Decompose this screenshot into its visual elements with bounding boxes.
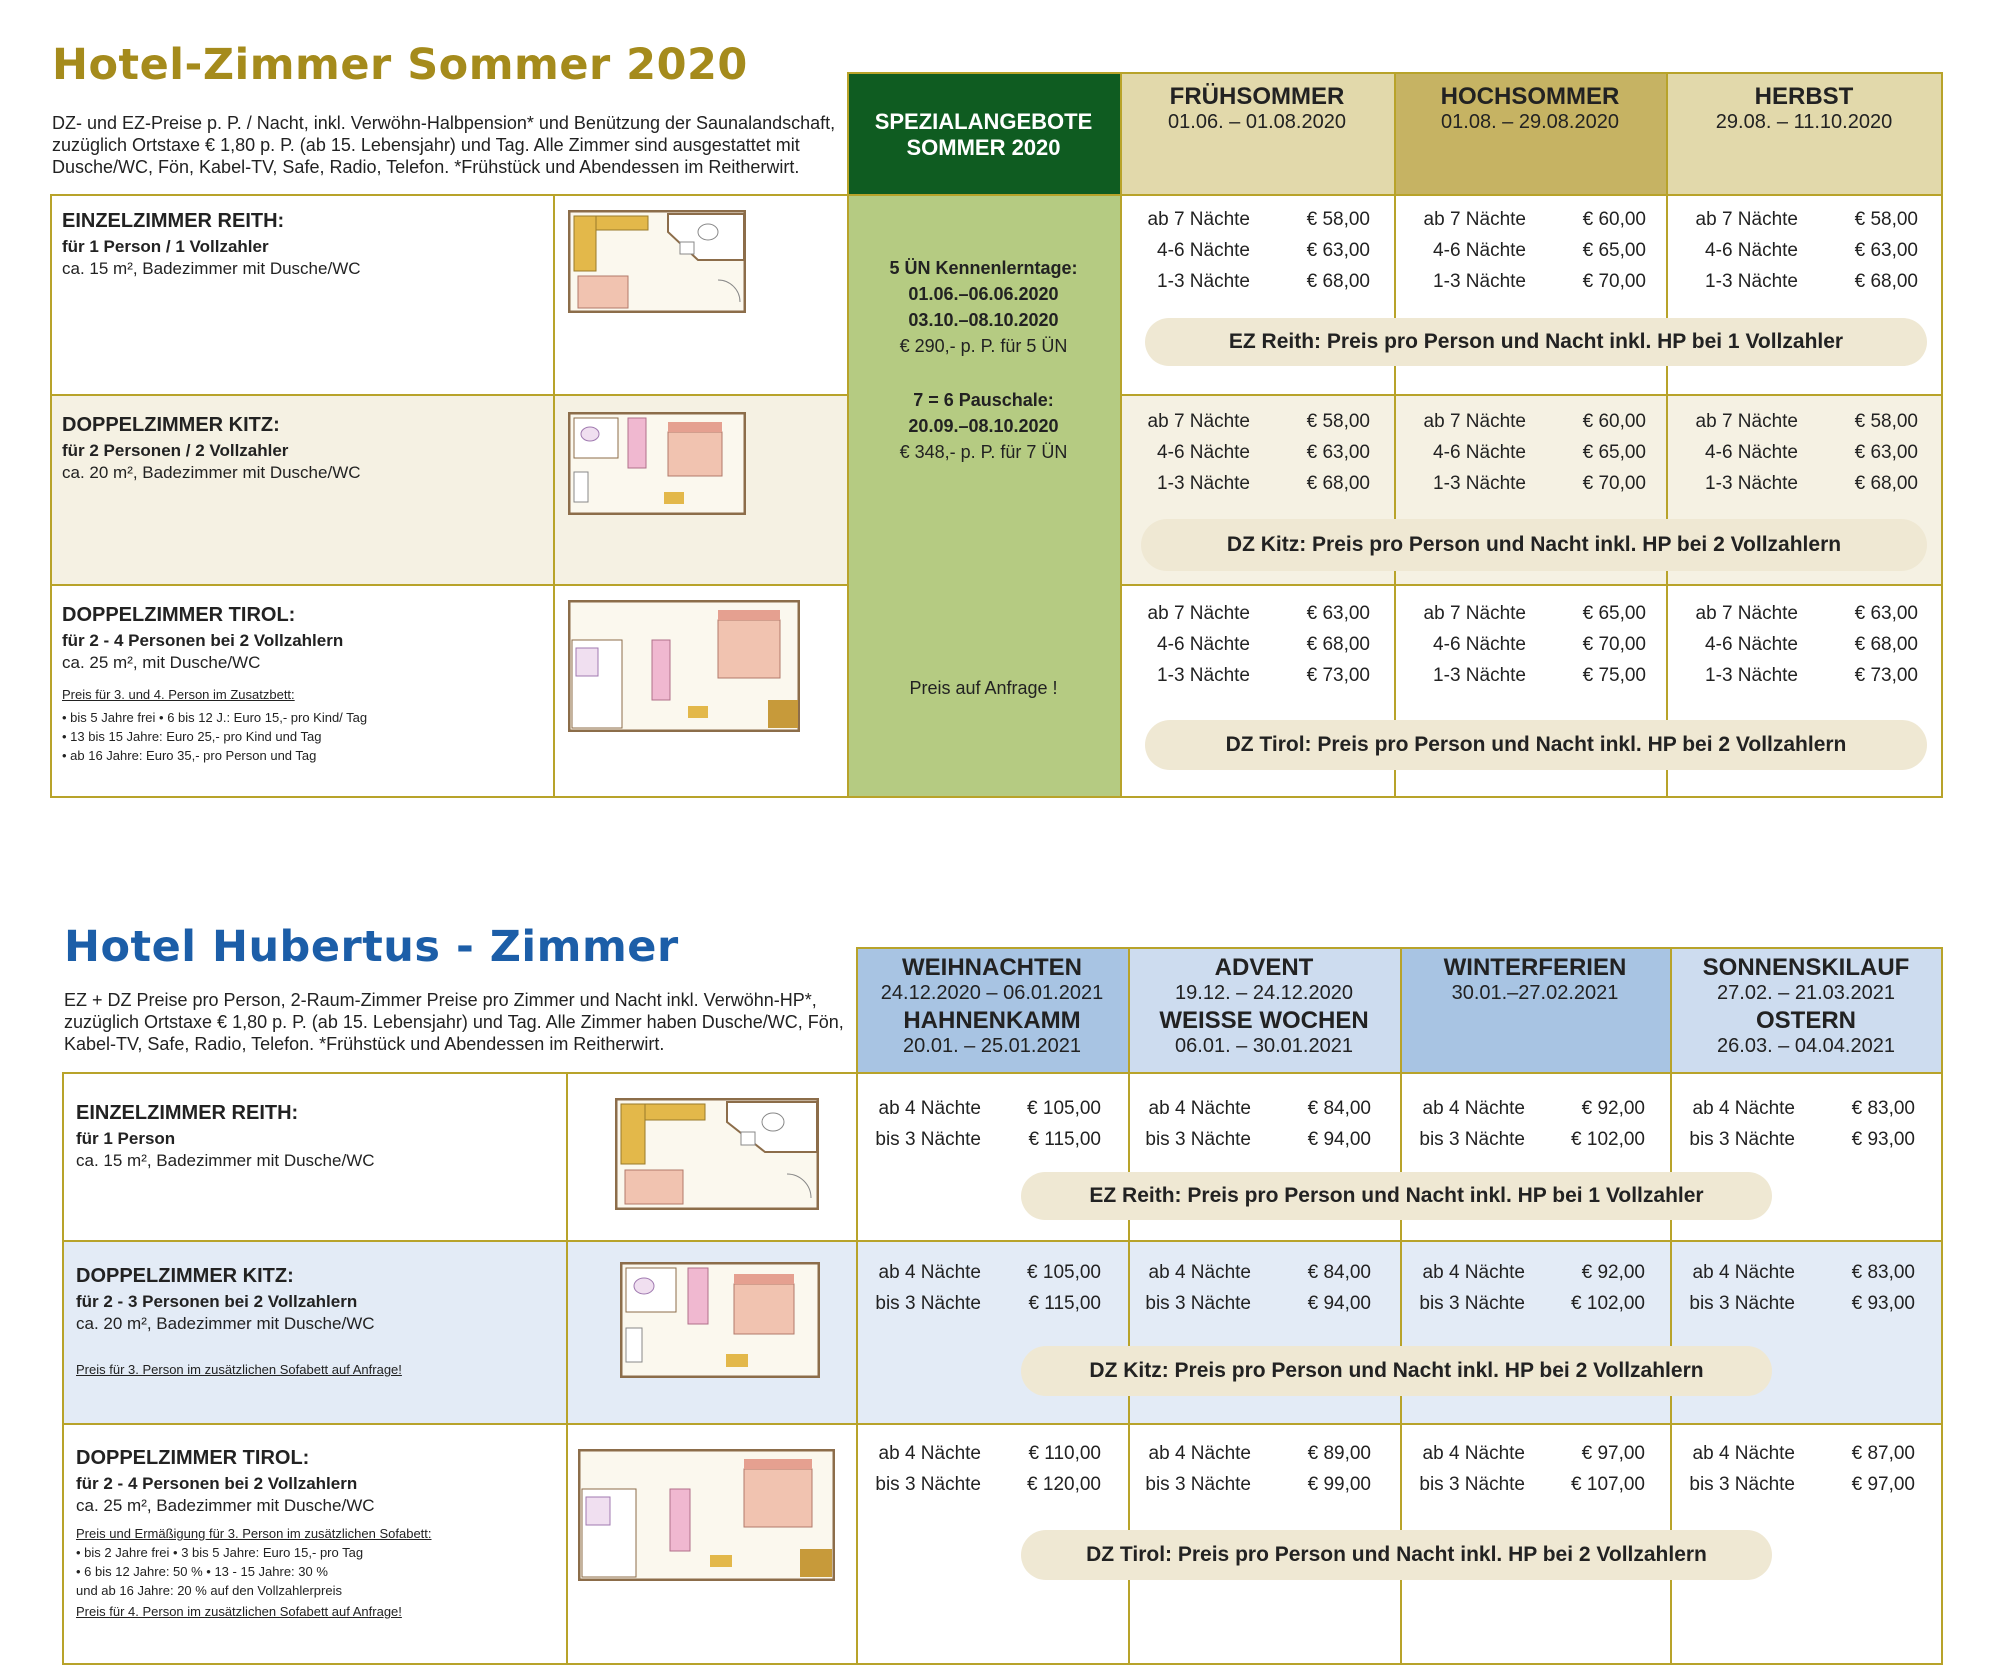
price-value: € 73,00: [1306, 665, 1370, 686]
price-value: € 105,00: [1027, 1098, 1101, 1119]
price-label: 1-3 Nächte: [1157, 665, 1250, 686]
price-value: € 102,00: [1571, 1293, 1645, 1314]
price-label: ab 4 Nächte: [1422, 1262, 1525, 1283]
winter-room-tirol: DOPPELZIMMER TIROL: für 2 - 4 Personen bei 2 Vollzahlern ca. 25 m², Badezimmer mit Dusche/WC Preis und Ermäßigung für 3. Person im zusätzlichen Sofabett: • bis 2 Jahre frei • 3 bis 5 Jahre: Euro 15,- pro Tag • 6 bis 12 Jahre: 50 % • 13 - 15 Jahre: 30 % und ab 16 Jahre: 20 % auf den Vollzahlerpreis Preis für 4. Person im zusätzlichen Sofabett auf Anfrage!: [76, 1447, 432, 1619]
price-value: € 99,00: [1307, 1474, 1371, 1495]
price-value: € 63,00: [1854, 240, 1918, 261]
price-label: 4-6 Nächte: [1705, 634, 1798, 655]
price-value: € 65,00: [1582, 240, 1646, 261]
summer-room-tirol: DOPPELZIMMER TIROL: für 2 - 4 Personen bei 2 Vollzahlern ca. 25 m², mit Dusche/WC Preis für 3. und 4. Person im Zusatzbett: • bis 5 Jahre frei • 6 bis 12 J.: Euro 15,- pro Kind/ Tag • 13 bis 15 Jahre: Euro 25,- pro Kind und Tag • ab 16 Jahre: Euro 35,- pro Person und Tag: [62, 604, 368, 763]
price-label: ab 4 Nächte: [878, 1098, 981, 1119]
price-value: € 87,00: [1851, 1443, 1915, 1464]
price-label: ab 7 Nächte: [1147, 411, 1250, 432]
price-value: € 94,00: [1307, 1129, 1371, 1150]
floorplan-reith: [568, 210, 746, 313]
price-value: € 63,00: [1854, 442, 1918, 463]
price-label: ab 7 Nächte: [1147, 603, 1250, 624]
price-value: € 58,00: [1306, 411, 1370, 432]
price-value: € 65,00: [1582, 442, 1646, 463]
price-label: ab 4 Nächte: [1148, 1443, 1251, 1464]
price-label: ab 4 Nächte: [1692, 1098, 1795, 1119]
price-label: 4-6 Nächte: [1705, 240, 1798, 261]
floorplan-reith-winter: [615, 1098, 819, 1210]
price-value: € 68,00: [1306, 634, 1370, 655]
price-value: € 58,00: [1854, 209, 1918, 230]
price-value: € 83,00: [1851, 1262, 1915, 1283]
winter-room-reith: EINZELZIMMER REITH: für 1 Person ca. 15 m², Badezimmer mit Dusche/WC: [76, 1102, 375, 1170]
season-header-sonnenskilauf: SONNENSKILAUF 27.02. – 21.03.2021 OSTERN 26.03. – 04.04.2021: [1670, 948, 1942, 1072]
price-label: 1-3 Nächte: [1705, 271, 1798, 292]
price-value: € 58,00: [1854, 411, 1918, 432]
price-label: 4-6 Nächte: [1157, 634, 1250, 655]
price-label: bis 3 Nächte: [875, 1293, 981, 1314]
floorplan-kitz-winter: [620, 1262, 820, 1378]
summer-room-reith: EINZELZIMMER REITH: für 1 Person / 1 Vollzahler ca. 15 m², Badezimmer mit Dusche/WC: [62, 210, 361, 278]
price-label: ab 7 Nächte: [1423, 603, 1526, 624]
price-label: 1-3 Nächte: [1705, 473, 1798, 494]
price-label: ab 4 Nächte: [1422, 1098, 1525, 1119]
price-value: € 68,00: [1306, 271, 1370, 292]
price-value: € 65,00: [1582, 603, 1646, 624]
price-label: ab 4 Nächte: [1422, 1443, 1525, 1464]
price-label: bis 3 Nächte: [1419, 1293, 1525, 1314]
summer-intro: DZ- und EZ-Preise p. P. / Nacht, inkl. Verwöhn-Halbpension* und Benützung der Saunalandschaft, zuzüglich Ortstaxe € 1,80 p. P. (ab 15. Lebensjahr) und Tag. Alle Zimmer sind ausgestattet mit Dusche/WC, Fön, Kabel-TV, Safe, Radio, Telefon. *Frühstück und Abendessen im Reitherwirt.: [52, 113, 836, 177]
price-value: € 75,00: [1582, 665, 1646, 686]
price-label: 1-3 Nächte: [1157, 473, 1250, 494]
price-value: € 60,00: [1582, 209, 1646, 230]
price-label: bis 3 Nächte: [1145, 1293, 1251, 1314]
winter-title: Hotel Hubertus - Zimmer: [64, 922, 679, 972]
price-value: € 92,00: [1581, 1098, 1645, 1119]
price-value: € 92,00: [1581, 1262, 1645, 1283]
price-value: € 68,00: [1854, 271, 1918, 292]
price-value: € 105,00: [1027, 1262, 1101, 1283]
price-value: € 83,00: [1851, 1098, 1915, 1119]
price-label: 1-3 Nächte: [1433, 473, 1526, 494]
price-label: 4-6 Nächte: [1705, 442, 1798, 463]
price-label: ab 7 Nächte: [1695, 603, 1798, 624]
price-label: 4-6 Nächte: [1433, 240, 1526, 261]
summer-pill-tirol: DZ Tirol: Preis pro Person und Nacht inkl. HP bei 2 Vollzahlern: [1145, 720, 1927, 770]
season-header-fruehsommer: FRÜHSOMMER 01.06. – 01.08.2020: [1120, 73, 1394, 195]
price-value: € 84,00: [1307, 1262, 1371, 1283]
price-label: bis 3 Nächte: [1145, 1129, 1251, 1150]
floorplan-kitz: [568, 412, 746, 515]
floorplan-tirol: [568, 600, 800, 732]
summer-room-kitz: DOPPELZIMMER KITZ: für 2 Personen / 2 Vollzahler ca. 20 m², Badezimmer mit Dusche/WC: [62, 414, 361, 482]
price-value: € 89,00: [1307, 1443, 1371, 1464]
season-header-hochsommer: HOCHSOMMER 01.08. – 29.08.2020: [1394, 73, 1666, 195]
price-value: € 107,00: [1571, 1474, 1645, 1495]
price-value: € 68,00: [1306, 473, 1370, 494]
price-label: 4-6 Nächte: [1157, 442, 1250, 463]
price-label: ab 4 Nächte: [1692, 1262, 1795, 1283]
winter-intro: EZ + DZ Preise pro Person, 2-Raum-Zimmer Preise pro Zimmer und Nacht inkl. Verwöhn-HP*, zuzüglich Ortstaxe € 1,80 p. P. (ab 15. Lebensjahr) und Tag. Alle Zimmer haben Dusche/WC, Fön, Kabel-TV, Safe, Radio, Telefon. *Frühstück und Abendessen im Reitherwirt.: [64, 990, 844, 1054]
price-label: bis 3 Nächte: [1419, 1129, 1525, 1150]
special-header: SPEZIALANGEBOTE SOMMER 2020: [847, 73, 1120, 195]
price-value: € 70,00: [1582, 634, 1646, 655]
price-label: ab 7 Nächte: [1695, 411, 1798, 432]
winter-pill-tirol: DZ Tirol: Preis pro Person und Nacht inkl. HP bei 2 Vollzahlern: [1021, 1530, 1772, 1580]
price-value: € 110,00: [1028, 1443, 1101, 1464]
summer-title: Hotel-Zimmer Sommer 2020: [52, 40, 748, 90]
price-label: ab 4 Nächte: [1692, 1443, 1795, 1464]
winter-pill-reith: EZ Reith: Preis pro Person und Nacht inkl. HP bei 1 Vollzahler: [1021, 1172, 1772, 1220]
price-label: ab 7 Nächte: [1695, 209, 1798, 230]
price-value: € 102,00: [1571, 1129, 1645, 1150]
price-value: € 97,00: [1581, 1443, 1645, 1464]
price-value: € 93,00: [1851, 1293, 1915, 1314]
summer-pill-reith: EZ Reith: Preis pro Person und Nacht inkl. HP bei 1 Vollzahler: [1145, 318, 1927, 366]
price-value: € 68,00: [1854, 634, 1918, 655]
price-label: 1-3 Nächte: [1433, 271, 1526, 292]
price-label: bis 3 Nächte: [1689, 1293, 1795, 1314]
price-value: € 70,00: [1582, 271, 1646, 292]
price-label: 4-6 Nächte: [1433, 442, 1526, 463]
price-value: € 63,00: [1306, 240, 1370, 261]
price-label: ab 4 Nächte: [1148, 1262, 1251, 1283]
price-value: € 60,00: [1582, 411, 1646, 432]
price-label: bis 3 Nächte: [875, 1129, 981, 1150]
price-label: bis 3 Nächte: [1689, 1474, 1795, 1495]
price-value: € 63,00: [1306, 442, 1370, 463]
winter-room-kitz: DOPPELZIMMER KITZ: für 2 - 3 Personen bei 2 Vollzahlern ca. 20 m², Badezimmer mit Dusche/WC Preis für 3. Person im zusätzlichen Sofabett auf Anfrage!: [76, 1265, 402, 1377]
price-label: 1-3 Nächte: [1433, 665, 1526, 686]
price-value: € 73,00: [1854, 665, 1918, 686]
price-value: € 58,00: [1306, 209, 1370, 230]
price-value: € 93,00: [1851, 1129, 1915, 1150]
price-value: € 115,00: [1028, 1293, 1101, 1314]
price-value: € 120,00: [1027, 1474, 1101, 1495]
summer-pill-kitz: DZ Kitz: Preis pro Person und Nacht inkl. HP bei 2 Vollzahlern: [1141, 519, 1927, 571]
special-offer-pauschale: 7 = 6 Pauschale: 20.09.–08.10.2020 € 348,- p. P. für 7 ÜN: [899, 390, 1068, 462]
price-label: 1-3 Nächte: [1157, 271, 1250, 292]
price-label: bis 3 Nächte: [875, 1474, 981, 1495]
price-label: ab 7 Nächte: [1423, 209, 1526, 230]
price-value: € 63,00: [1306, 603, 1370, 624]
price-label: ab 4 Nächte: [1148, 1098, 1251, 1119]
price-label: 4-6 Nächte: [1157, 240, 1250, 261]
price-label: 4-6 Nächte: [1433, 634, 1526, 655]
price-label: 1-3 Nächte: [1705, 665, 1798, 686]
price-value: € 115,00: [1028, 1129, 1101, 1150]
special-offer-kennenlerntage: 5 ÜN Kennenlerntage: 01.06.–06.06.2020 03.10.–08.10.2020 € 290,- p. P. für 5 ÜN: [889, 258, 1078, 356]
price-label: ab 7 Nächte: [1147, 209, 1250, 230]
price-label: ab 4 Nächte: [878, 1443, 981, 1464]
price-label: ab 4 Nächte: [878, 1262, 981, 1283]
season-header-winterferien: WINTERFERIEN 30.01.–27.02.2021: [1400, 948, 1670, 1072]
special-offer-anfrage: Preis auf Anfrage !: [909, 678, 1058, 698]
price-label: bis 3 Nächte: [1419, 1474, 1525, 1495]
price-value: € 84,00: [1307, 1098, 1371, 1119]
price-value: € 70,00: [1582, 473, 1646, 494]
price-value: € 97,00: [1851, 1474, 1915, 1495]
season-header-herbst: HERBST 29.08. – 11.10.2020: [1666, 73, 1942, 195]
season-header-advent: ADVENT 19.12. – 24.12.2020 WEISSE WOCHEN 06.01. – 30.01.2021: [1128, 948, 1400, 1072]
price-label: bis 3 Nächte: [1689, 1129, 1795, 1150]
price-label: ab 7 Nächte: [1423, 411, 1526, 432]
price-value: € 63,00: [1854, 603, 1918, 624]
season-header-weihnachten: WEIHNACHTEN 24.12.2020 – 06.01.2021 HAHNENKAMM 20.01. – 25.01.2021: [856, 948, 1128, 1072]
floorplan-tirol-winter: [578, 1449, 835, 1581]
price-value: € 94,00: [1307, 1293, 1371, 1314]
winter-pill-kitz: DZ Kitz: Preis pro Person und Nacht inkl. HP bei 2 Vollzahlern: [1021, 1346, 1772, 1396]
price-value: € 68,00: [1854, 473, 1918, 494]
price-label: bis 3 Nächte: [1145, 1474, 1251, 1495]
